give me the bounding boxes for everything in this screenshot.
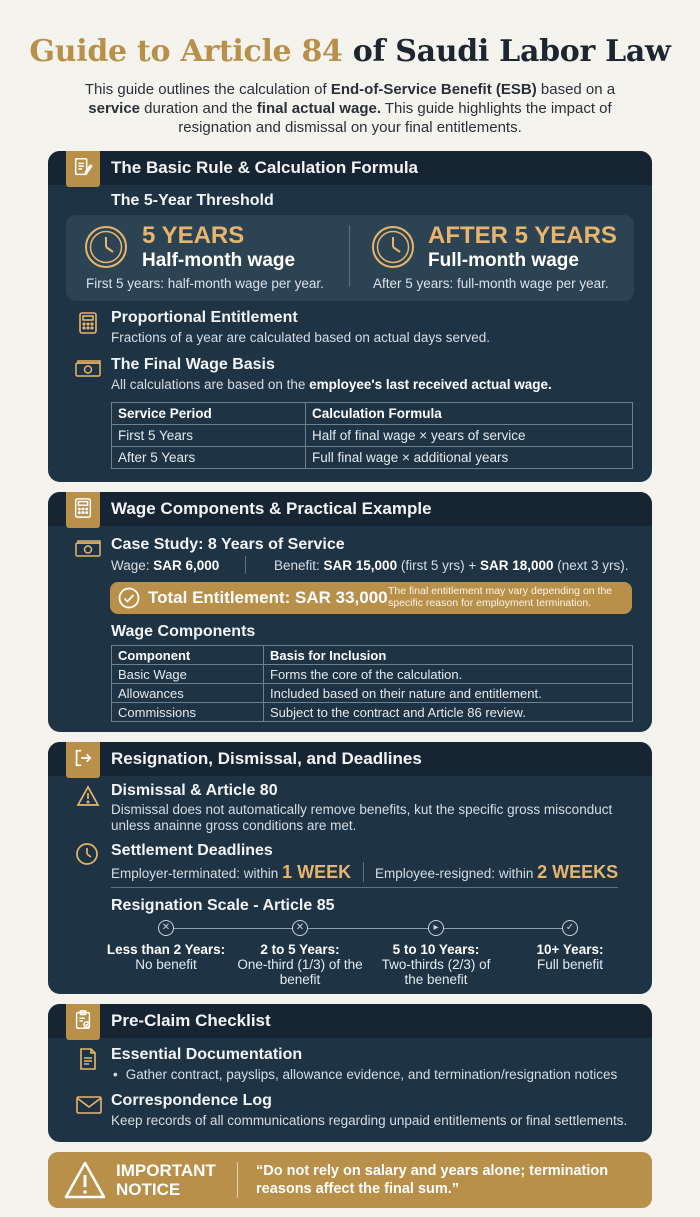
resignation-card xyxy=(48,742,652,994)
scale-step: 10+ Years: Full benefit xyxy=(536,942,604,972)
notice-quote: “Do not rely on salary and years alone; termination reasons affect the final sum.” xyxy=(256,1163,609,1197)
table-cell: Allowances xyxy=(112,684,264,703)
left-threshold-note: First 5 years: half-month wage per year. xyxy=(86,276,324,291)
threshold-title: The 5-Year Threshold xyxy=(111,192,274,209)
deadlines-title: Settlement Deadlines xyxy=(111,842,273,859)
section-rule xyxy=(111,887,618,888)
case-study-title: Case Study: 8 Years of Service xyxy=(111,536,345,553)
benefit-line: Benefit: SAR 15,000 (first 5 yrs) + SAR 18,000 (next 3 yrs). xyxy=(274,558,629,573)
left-threshold-value: 5 YEARS xyxy=(142,222,245,249)
proportional-title: Proportional Entitlement xyxy=(111,309,298,326)
table-header: Service Period xyxy=(112,403,306,425)
clock-icon xyxy=(371,225,415,269)
warning-icon xyxy=(76,784,100,808)
scale-line xyxy=(166,928,570,929)
table-row xyxy=(112,703,633,722)
table-row xyxy=(112,425,633,447)
document-pen-icon xyxy=(66,151,100,187)
table-cell: Full final wage × additional years xyxy=(306,447,633,469)
table-cell: After 5 Years xyxy=(112,447,306,469)
wage-basis-title: The Final Wage Basis xyxy=(111,356,275,373)
dismissal-text: Dismissal does not automatically remove benefits, kut the specific gross misconduct unless anainne gross conditions are met. xyxy=(111,802,613,833)
table-cell: Commissions xyxy=(112,703,264,722)
check-circle-icon xyxy=(118,587,140,609)
table-header-row xyxy=(112,403,633,425)
table-cell: Included based on their nature and entitlement. xyxy=(264,684,633,703)
table-cell: Half of final wage × years of service xyxy=(306,425,633,447)
calculator-icon xyxy=(66,492,100,528)
deadline-divider xyxy=(363,862,364,882)
checklist-card xyxy=(48,1004,652,1142)
card-header xyxy=(48,151,652,185)
table-row xyxy=(112,665,633,684)
threshold-divider xyxy=(349,225,350,287)
exit-icon xyxy=(66,742,100,778)
card-title: Resignation, Dismissal, and Deadlines xyxy=(111,749,422,768)
formula-table xyxy=(111,402,633,469)
components-title: Wage Components xyxy=(111,623,256,640)
scale-title: Resignation Scale - Article 85 xyxy=(111,897,335,914)
money-icon xyxy=(74,537,102,561)
x-circle-icon: ✕ xyxy=(158,920,174,936)
components-table xyxy=(111,645,633,722)
notice-title: IMPORTANT NOTICE xyxy=(116,1161,216,1199)
basic-rule-card xyxy=(48,151,652,482)
page-title xyxy=(0,30,700,74)
page-header xyxy=(0,30,700,137)
card-title: The Basic Rule & Calculation Formula xyxy=(111,158,419,177)
employer-deadline: Employer-terminated: within 1 WEEK xyxy=(111,862,352,882)
clipboard-check-icon xyxy=(66,1004,100,1040)
important-notice xyxy=(48,1152,652,1208)
clock-icon xyxy=(75,842,99,866)
card-title: Pre-Claim Checklist xyxy=(111,1011,271,1030)
table-cell: First 5 Years xyxy=(112,425,306,447)
notice-divider xyxy=(237,1162,238,1198)
case-divider xyxy=(245,556,246,574)
document-icon xyxy=(76,1047,100,1071)
documentation-title: Essential Documentation xyxy=(111,1046,303,1063)
table-header-row xyxy=(112,646,633,665)
left-threshold-label: Half-month wage xyxy=(142,250,296,271)
right-threshold-note: After 5 years: full-month wage per year. xyxy=(373,276,609,291)
table-header: Component xyxy=(112,646,264,665)
bullet: • xyxy=(113,1067,118,1082)
table-row xyxy=(112,447,633,469)
calculator-icon xyxy=(76,311,100,335)
documentation-item: • Gather contract, payslips, allowance evidence, and termination/resignation notices xyxy=(113,1067,618,1082)
correspondence-title: Correspondence Log xyxy=(111,1092,272,1109)
total-entitlement-bar xyxy=(110,582,632,614)
total-entitlement: Total Entitlement: SAR 33,000 xyxy=(148,588,388,607)
title-highlight: Guide to Article 84 xyxy=(29,34,343,69)
scale-step: 5 to 10 Years: Two-thirds (2/3) of the benefit xyxy=(381,942,491,987)
threshold-box xyxy=(66,215,634,301)
table-cell: Subject to the contract and Article 86 review. xyxy=(264,703,633,722)
table-cell: Basic Wage xyxy=(112,665,264,684)
total-note: The final entitlement may vary depending on the specific reason for employment termination. xyxy=(388,585,613,609)
table-cell: Forms the core of the calculation. xyxy=(264,665,633,684)
table-header: Basis for Inclusion xyxy=(264,646,633,665)
employee-deadline: Employee-resigned: within 2 WEEKS xyxy=(375,862,619,882)
intro-paragraph: This guide outlines the calculation of End-of-Service Benefit (ESB) based on a service duration and the final actual wage. This guide highlights the impact of resignation and dismissal on your final entitlements. xyxy=(84,81,616,136)
wage-value-line: Wage: SAR 6,000 xyxy=(111,558,220,573)
scale-step: 2 to 5 Years: One-third (1/3) of the benefit xyxy=(237,942,363,987)
correspondence-text: Keep records of all communications regarding unpaid entitlements or final settlements. xyxy=(111,1113,628,1128)
wage-components-card xyxy=(48,492,652,732)
right-threshold-label: Full-month wage xyxy=(428,250,579,271)
card-title: Wage Components & Practical Example xyxy=(111,499,432,518)
card-header xyxy=(48,1004,652,1038)
table-header: Calculation Formula xyxy=(306,403,633,425)
x-circle-icon: ✕ xyxy=(292,920,308,936)
table-row xyxy=(112,684,633,703)
proportional-text: Fractions of a year are calculated based on actual days served. xyxy=(111,330,490,345)
card-header xyxy=(48,492,652,526)
play-circle-icon: ▸ xyxy=(428,920,444,936)
dismissal-title: Dismissal & Article 80 xyxy=(111,782,278,799)
warning-icon xyxy=(64,1160,106,1200)
title-rest: of Saudi Labor Law xyxy=(342,34,671,69)
right-threshold-value: AFTER 5 YEARS xyxy=(428,222,617,249)
card-header xyxy=(48,742,652,776)
money-icon xyxy=(74,357,102,381)
envelope-icon xyxy=(75,1093,103,1117)
scale-step: Less than 2 Years: No benefit xyxy=(106,942,226,972)
wage-basis-text: All calculations are based on the employee's last received actual wage. xyxy=(111,377,552,392)
clock-icon xyxy=(84,225,128,269)
check-circle-icon: ✓ xyxy=(562,920,578,936)
